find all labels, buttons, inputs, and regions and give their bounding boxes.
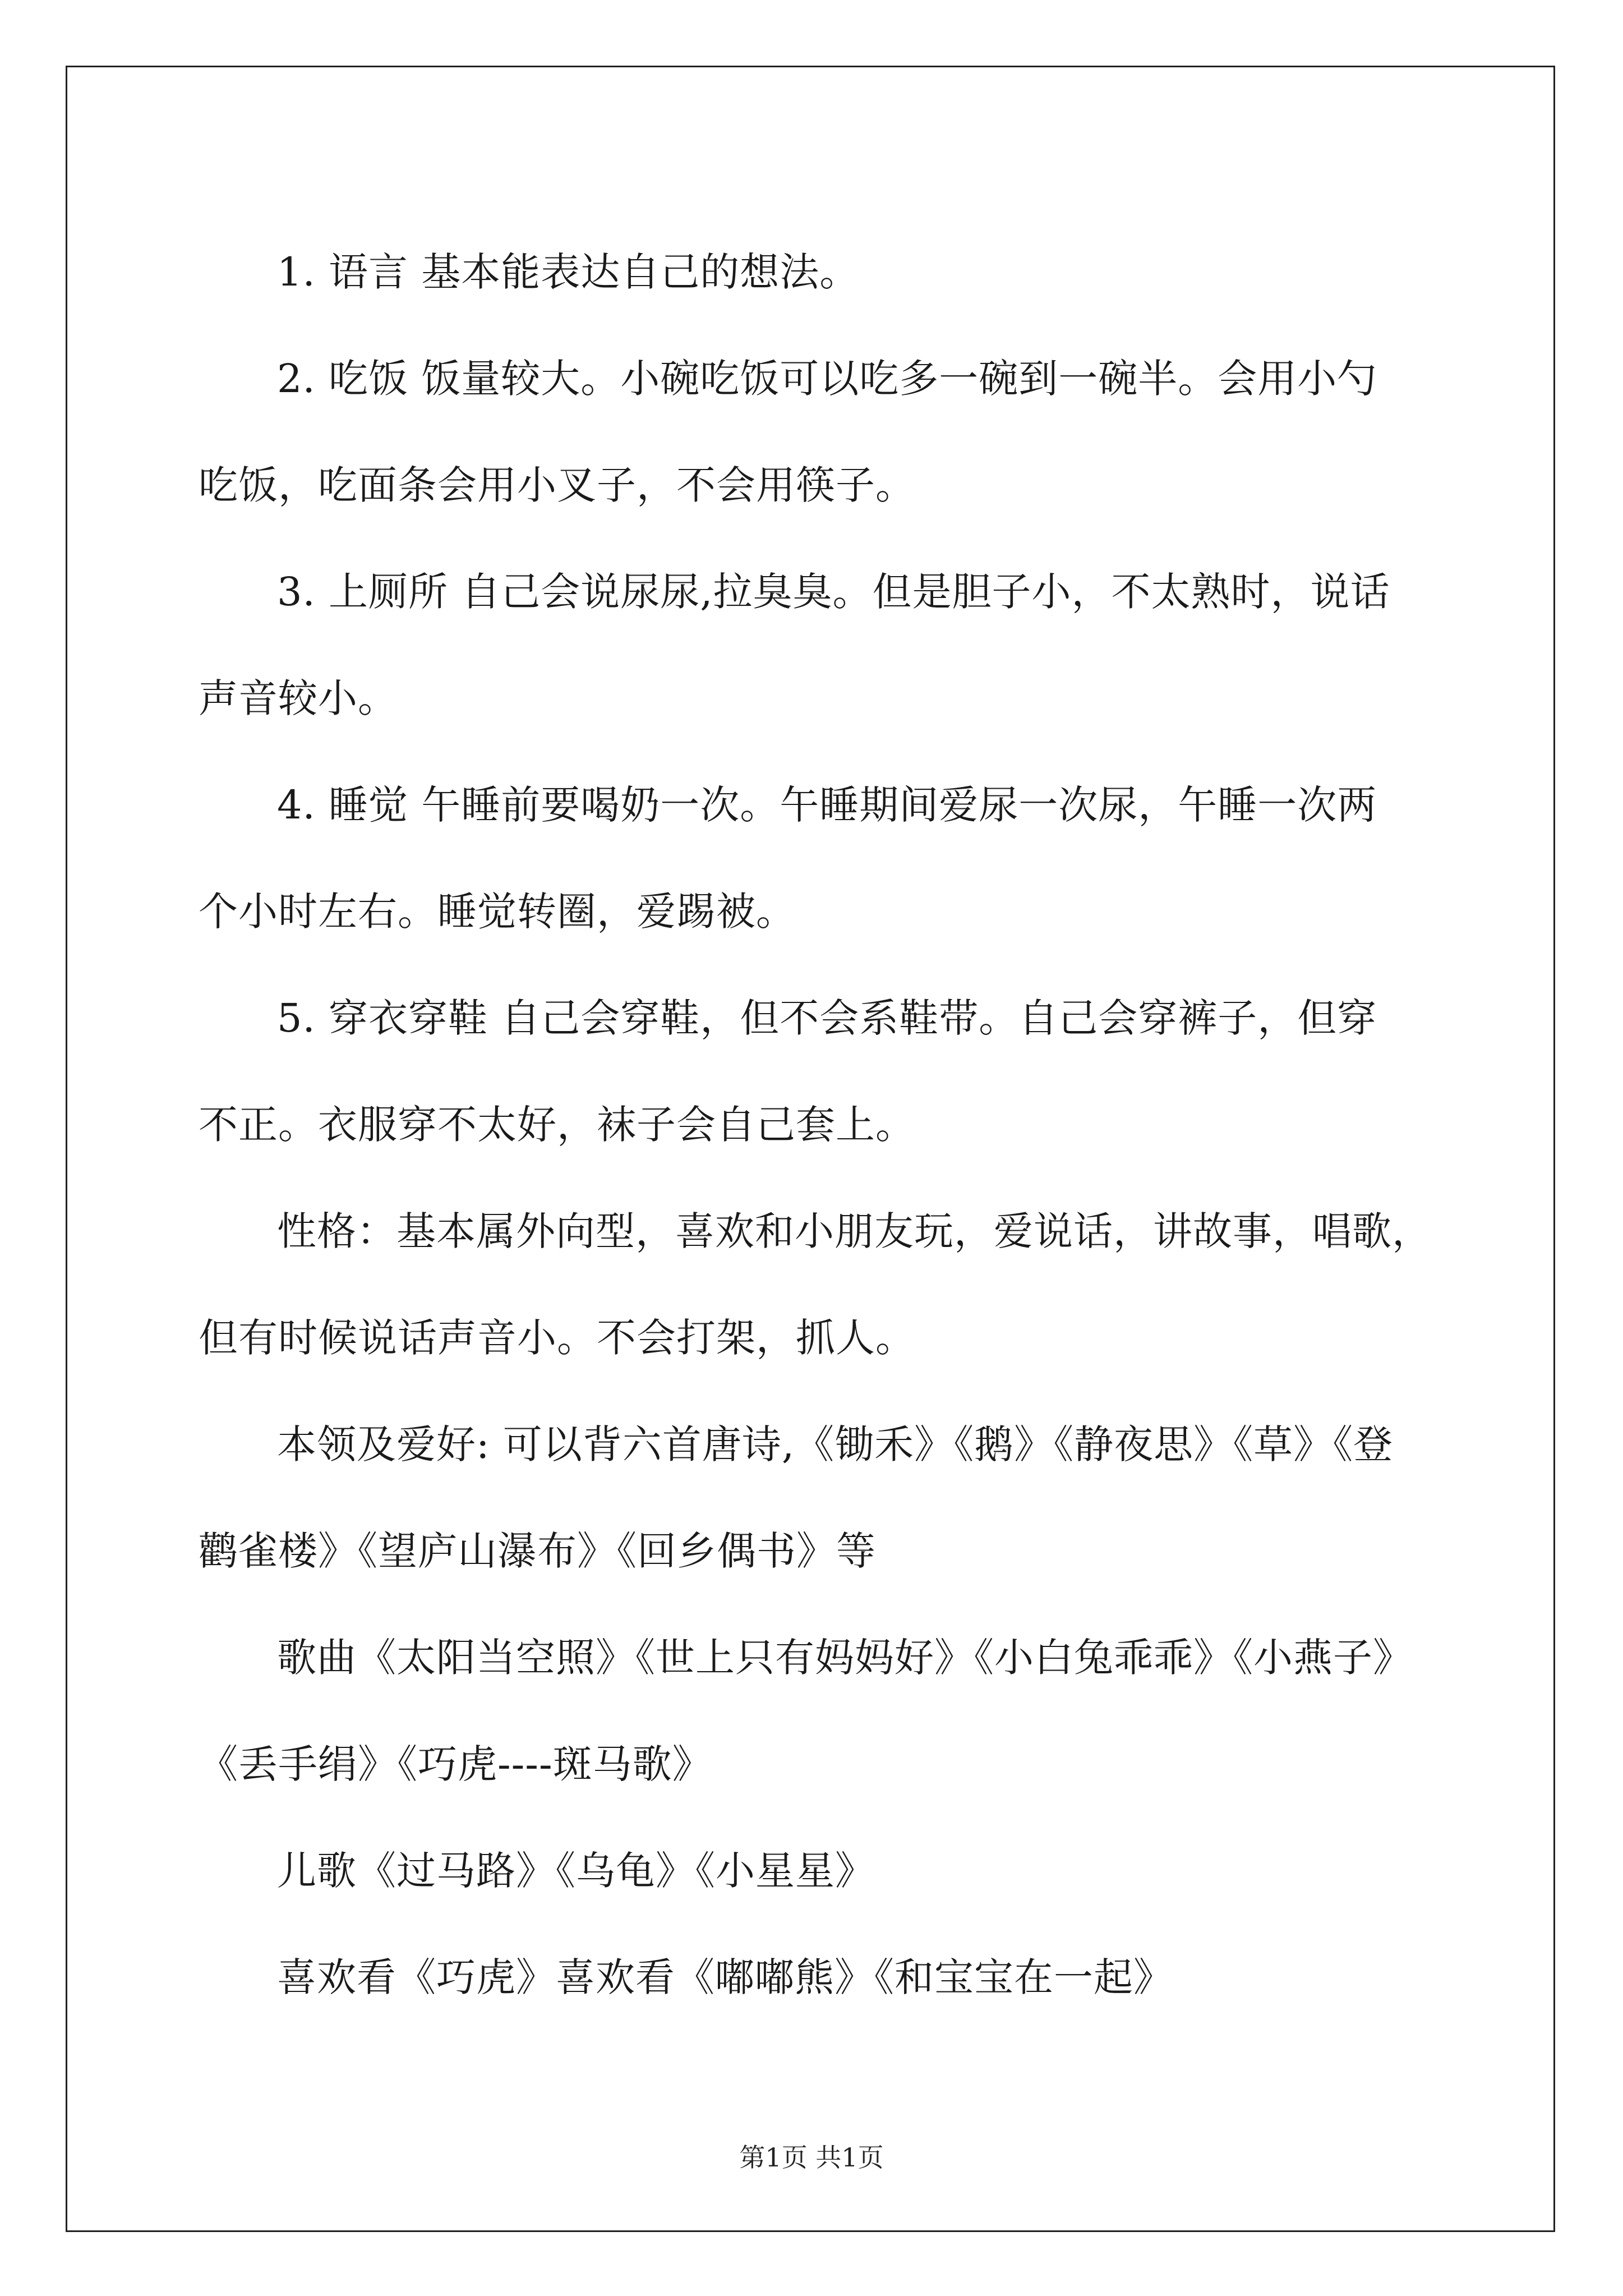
paragraph-songs: [199, 1604, 1432, 1818]
paragraph-line: 5. 穿衣穿鞋 自己会穿鞋，但不会系鞋带。自己会穿裤子，但穿: [277, 995, 1377, 1041]
paragraph-line: 《丢手绢》《巧虎----斑马歌》: [199, 1741, 712, 1787]
paragraph-skills: [199, 1391, 1432, 1604]
paragraph-line: 吃饭，吃面条会用小叉子，不会用筷子。: [199, 462, 915, 508]
paragraph-eating: [199, 325, 1432, 539]
paragraph-personality: [199, 1178, 1432, 1391]
paragraph-line: 4. 睡觉 午睡前要喝奶一次。午睡期间爱尿一次尿，午睡一次两: [277, 782, 1377, 828]
paragraph-nursery-rhymes: [199, 1818, 1432, 1924]
page-footer: 第1页 共1页: [739, 2142, 884, 2173]
paragraph-dressing: [199, 965, 1432, 1178]
paragraph-line: 但有时候说话声音小。不会打架，抓人。: [199, 1315, 915, 1361]
paragraph-sleep: [199, 752, 1432, 965]
paragraph-favorite-shows: [199, 1924, 1432, 2031]
paragraph-line: 喜欢看《巧虎》喜欢看《嘟嘟熊》《和宝宝在一起》: [277, 1954, 1173, 2000]
paragraph-line: 3. 上厕所 自己会说尿尿,拉臭臭。但是胆子小，不太熟时，说话: [277, 569, 1390, 615]
paragraph-line: 个小时左右。睡觉转圈，爱踢被。: [199, 889, 796, 935]
paragraph-line: 儿歌《过马路》《乌龟》《小星星》: [277, 1848, 875, 1894]
paragraph-line: 性格：基本属外向型，喜欢和小朋友玩，爱说话，讲故事，唱歌，: [277, 1208, 1432, 1254]
paragraph-toilet: [199, 539, 1432, 752]
document-body: [199, 219, 1432, 2031]
paragraph-line: 本领及爱好: 可以背六首唐诗,《锄禾》《鹅》《静夜思》《草》《登: [277, 1421, 1394, 1467]
paragraph-line: 声音较小。: [199, 675, 398, 721]
paragraph-line: 歌曲《太阳当空照》《世上只有妈妈好》《小白兔乖乖》《小燕子》: [277, 1635, 1413, 1681]
paragraph-line: 鹳雀楼》《望庐山瀑布》《回乡偶书》等: [199, 1528, 876, 1574]
paragraph-language: [199, 219, 1432, 325]
paragraph-line: 1. 语言 基本能表达自己的想法。: [277, 249, 860, 295]
paragraph-line: 2. 吃饭 饭量较大。小碗吃饭可以吃多一碗到一碗半。会用小勺: [277, 356, 1377, 402]
paragraph-line: 不正。衣服穿不太好，袜子会自己套上。: [199, 1102, 915, 1148]
